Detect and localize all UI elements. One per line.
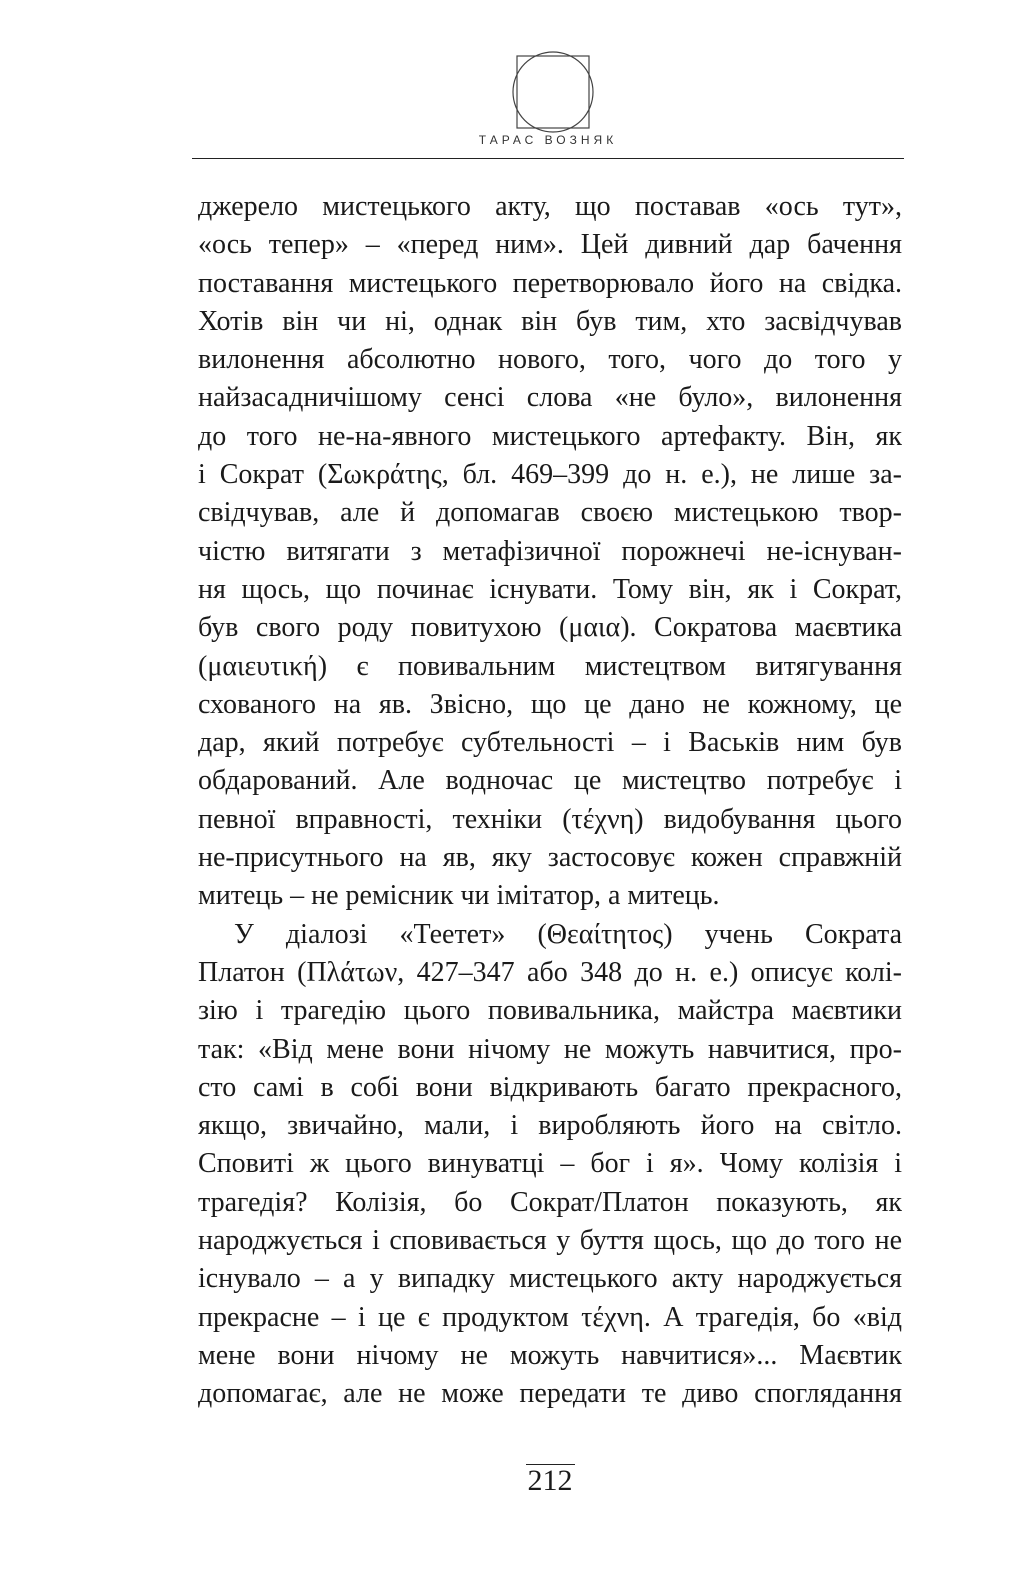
text-line: допомагає, але не може передати те диво споглядання [198, 1378, 902, 1410]
header-rule [192, 158, 904, 159]
text-line: вилонення абсолютно нового, того, чого до того у [198, 344, 902, 376]
text-line: свідчував, але й допомагав своєю мистецькою твор- [198, 497, 902, 529]
text-line: до того не-на-явного мистецького артефакту. Він, як [198, 420, 902, 452]
text-line: У діалозі «Теетет» (Θεαίτητος) учень Сократа [234, 918, 902, 950]
text-line: митець – не ремісник чи імітатор, а митець. [198, 880, 720, 912]
text-line: народжується і сповивається у буття щось, що до того не [198, 1225, 902, 1257]
text-line: обдарований. Але водночас це мистецтво потребує і [198, 765, 902, 797]
text-line: прекрасне – і це є продуктом τέχνη. А трагедія, бо «від [198, 1301, 902, 1333]
page-number-value: 212 [527, 1464, 573, 1497]
text-line: існувало – а у випадку мистецького акту народжується [198, 1263, 902, 1295]
text-line: не-присутнього на яв, яку застосовує кожен справжній [198, 842, 902, 874]
text-line: джерело мистецького акту, що поставав «ось тут», [198, 191, 902, 222]
text-line: певної вправності, техніки (τέχνη) видобування цього [198, 803, 902, 835]
text-line: якщо, звичайно, мали, і виробляють його на світло. [198, 1110, 902, 1142]
text-line: (μαιευτική) є повивальним мистецтвом витягування [198, 650, 902, 682]
circle-square-emblem-icon [511, 50, 595, 134]
text-line: так: «Від мене вони нічому не можуть навчитися, про- [198, 1033, 902, 1065]
body-text [198, 188, 902, 1414]
text-line: схованого на яв. Звісно, що це дано не кожному, це [198, 688, 902, 720]
text-line: чістю витягати з метафізичної порожнечі не-існуван- [198, 535, 902, 567]
text-line: Хотів він чи ні, однак він був тим, хто засвідчував [198, 305, 902, 337]
text-line: найзасадничішому сенсі слова «не було», вилонення [198, 382, 902, 414]
text-line: мене вони нічому не можуть навчитися»... Маєвтик [198, 1339, 902, 1371]
text-line: зію і трагедію цього повивальника, майстра маєвтики [198, 995, 902, 1027]
text-line: ня щось, що починає існувати. Тому він, як і Сократ, [198, 573, 902, 605]
text-line: поставання мистецького перетворювало його на свідка. [198, 267, 902, 299]
text-line: трагедія? Колізія, бо Сократ/Платон показують, як [198, 1186, 902, 1218]
text-line: і Сократ (Σωκράτης, бл. 469–399 до н. е.), не лише за- [198, 459, 902, 491]
text-line: був свого роду повитухою (μαια). Сократова маєвтика [198, 612, 902, 644]
page-number [0, 1464, 1024, 1498]
text-line: Платон (Πλάτων, 427–347 або 348 до н. е.) описує колі- [198, 956, 902, 988]
text-line: «ось тепер» – «перед ним». Цей дивний дар бачення [198, 229, 902, 261]
text-line: дар, який потребує субтельності – і Васьків ним був [198, 727, 902, 759]
text-line: Сповиті ж цього винуватці – бог і я». Чому колізія і [198, 1148, 902, 1180]
running-head-author: ТАРАС ВОЗНЯК [478, 133, 618, 147]
text-line: сто самі в собі вони відкривають багато прекрасного, [198, 1071, 902, 1103]
